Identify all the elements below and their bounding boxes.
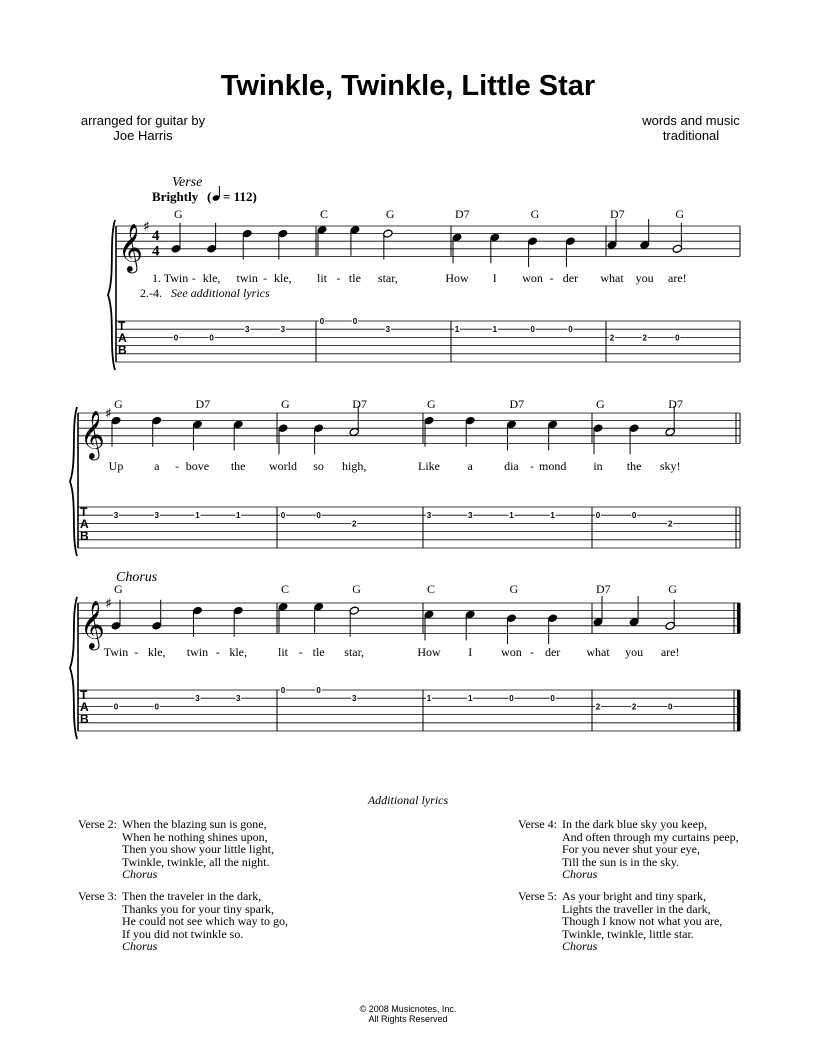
lyric-syllable: tle <box>348 271 361 285</box>
verse-line: Till the sun is in the sky. <box>562 854 680 869</box>
verse-chorus-cue: Chorus <box>562 939 598 953</box>
lyric-hyphen: - <box>530 459 535 473</box>
tempo-paren: ( <box>207 189 212 204</box>
lyric-syllable: in <box>593 459 603 473</box>
lyric-hyphen: - <box>336 271 341 285</box>
tab-clef-letter: B <box>118 343 127 357</box>
lyric-syllable: world <box>269 459 297 473</box>
tab-clef-letter: B <box>80 529 89 543</box>
tab-fret-number: 1 <box>550 511 555 521</box>
system-brace <box>108 220 115 370</box>
tab-clef-letter: A <box>80 517 89 531</box>
verse-lines <box>562 818 739 881</box>
tempo-marking: Brightly <box>152 189 199 204</box>
tab-clef-letter: B <box>80 712 89 726</box>
key-signature-sharp-icon: ♯ <box>105 406 112 422</box>
lyric-syllable: so <box>313 459 324 473</box>
tab-fret-number: 3 <box>426 511 432 521</box>
verse-label: Verse 4: <box>518 817 557 831</box>
lyric-syllable: the <box>626 459 642 473</box>
chord-symbol: D7 <box>455 207 470 221</box>
copyright-footer <box>0 1004 816 1024</box>
verse-label: Verse 2: <box>78 817 117 831</box>
tab-fret-number: 1 <box>492 325 498 335</box>
lyric-syllable: I <box>492 271 497 285</box>
time-signature-bottom: 4 <box>152 243 160 260</box>
lyric-syllable: you <box>635 271 654 285</box>
tab-fret-number: 3 <box>235 694 241 704</box>
tab-fret-number: 1 <box>467 694 473 704</box>
tab-fret-number: 0 <box>631 511 637 521</box>
see-additional-lyrics: See additional lyrics <box>171 286 270 300</box>
lyric-syllable: sky! <box>659 459 681 473</box>
tab-fret-number: 1 <box>195 511 200 521</box>
verse-label: Verse 5: <box>518 889 557 903</box>
verse-line: And often through my curtains peep, <box>562 829 739 844</box>
tab-clef-letter: A <box>118 331 127 345</box>
chord-symbol: G <box>174 207 183 221</box>
lyric-syllable: are! <box>668 271 687 285</box>
tab-fret-number: 2 <box>595 702 601 712</box>
tab-clef-letter: T <box>118 319 126 333</box>
tab-fret-number: 2 <box>667 519 673 529</box>
verse-line: He could not see which way to go, <box>122 914 288 928</box>
treble-clef-icon: 𝄞 <box>80 409 105 459</box>
verse-lines <box>562 890 722 953</box>
verse-line: Though I know not what you are, <box>562 914 723 928</box>
verse-line: If you did not twinkle so. <box>122 926 244 941</box>
lyric-hyphen: - <box>134 645 139 659</box>
tab-fret-number: 2 <box>642 333 647 343</box>
verse-line: For you never shut your eye, <box>562 842 700 856</box>
lyric-syllable: kle, <box>273 271 292 285</box>
verse-line: Twinkle, twinkle, all the night. <box>122 854 270 869</box>
tab-fret-number: 0 <box>316 686 321 695</box>
lyric-hyphen: - <box>263 271 268 285</box>
tab-fret-number: 0 <box>568 325 573 335</box>
additional-lyrics-title: Additional lyrics <box>367 793 449 807</box>
lyric-syllable: How <box>445 271 469 285</box>
lyric-syllable: tle <box>312 645 325 659</box>
tab-fret-number: 3 <box>385 325 391 335</box>
tab-fret-number: 0 <box>209 333 214 343</box>
verse-chorus-cue: Chorus <box>562 867 598 881</box>
tab-fret-number: 3 <box>113 511 119 521</box>
system-brace <box>70 407 77 556</box>
tab-fret-number: 3 <box>351 694 357 704</box>
tab-fret-number: 0 <box>173 333 179 343</box>
system-brace <box>70 597 77 739</box>
lyric-syllable: dia <box>504 459 519 473</box>
lyric-syllable: How <box>417 645 441 659</box>
chord-symbol: G <box>114 582 123 596</box>
arranger-name: Joe Harris <box>113 128 173 143</box>
tab-fret-number: 2 <box>351 519 357 529</box>
lyric-syllable: star, <box>377 271 398 285</box>
tab-fret-number: 3 <box>467 511 473 521</box>
lyric-syllable: I <box>468 645 473 659</box>
chord-symbol: D7 <box>596 582 611 596</box>
verse-line: In the dark blue sky you keep, <box>562 817 707 831</box>
verse-line: Twinkle, twinkle, little star. <box>562 926 694 941</box>
lyric-syllable: lit <box>316 271 328 285</box>
tab-fret-number: 3 <box>244 325 250 335</box>
system-3 <box>70 570 741 739</box>
copyright-text: © 2008 Musicnotes, Inc. <box>359 1004 457 1014</box>
lyric-syllable: twin <box>236 271 258 285</box>
lyric-hyphen: - <box>215 645 220 659</box>
verse-chorus-cue: Chorus <box>122 867 158 881</box>
arranged-for-label: arranged for guitar by <box>80 113 206 128</box>
lyric-syllable: bove <box>185 459 210 473</box>
lyric-syllable: won <box>501 645 522 659</box>
lyric-syllable: lit <box>277 645 289 659</box>
tab-fret-number: 0 <box>319 317 325 326</box>
verse-lines <box>122 890 288 953</box>
lyric-hyphen: - <box>530 645 535 659</box>
lyric-syllable: Like <box>418 459 440 473</box>
tab-fret-number: 0 <box>280 511 286 521</box>
tab-fret-number: 0 <box>595 511 601 521</box>
tab-fret-number: 0 <box>675 333 680 343</box>
lyric-syllable: the <box>230 459 246 473</box>
tab-fret-number: 1 <box>426 694 432 704</box>
tab-fret-number: 0 <box>509 694 514 704</box>
chord-symbol: D7 <box>610 207 625 221</box>
tab-fret-number: 0 <box>280 686 286 695</box>
rights-text: All Rights Reserved <box>368 1014 448 1024</box>
lyric-syllable: what <box>600 271 624 285</box>
key-signature-sharp-icon: ♯ <box>143 219 150 235</box>
chord-symbol: C <box>281 582 290 596</box>
chord-symbol: G <box>509 582 519 596</box>
tab-fret-number: 2 <box>631 702 637 712</box>
lyric-syllable: der <box>544 645 561 659</box>
composer-name: traditional <box>662 128 720 143</box>
chord-symbol: D7 <box>668 397 683 411</box>
chord-symbol: G <box>675 207 685 221</box>
verse-line: Thanks you for your tiny spark, <box>122 901 274 916</box>
lyric-syllable: you <box>625 645 644 659</box>
treble-clef-icon: 𝄞 <box>118 222 143 272</box>
lyric-syllable: what <box>586 645 610 659</box>
tab-clef-letter: T <box>80 688 88 702</box>
lyric-syllable: mond <box>538 459 567 473</box>
verse-label: Verse 3: <box>78 889 117 903</box>
lyric-hyphen: - <box>175 459 180 473</box>
chord-symbol: G <box>427 397 436 411</box>
lyric-hyphen: - <box>191 271 196 285</box>
lyric-syllable: twin <box>186 645 209 659</box>
lyric-syllable: der <box>562 271 579 285</box>
treble-clef-icon: 𝄞 <box>80 599 105 649</box>
system-1 <box>108 207 740 370</box>
chord-symbol: C <box>427 582 436 596</box>
words-and-music-label: words and music <box>642 113 740 128</box>
chord-symbol: D7 <box>195 397 211 411</box>
lyric-syllable: kle, <box>229 645 248 659</box>
verse-lines <box>122 818 274 881</box>
chord-symbol: G <box>668 582 677 596</box>
verse-line: When the blazing sun is gone, <box>122 817 267 831</box>
lyric-syllable: are! <box>660 645 680 659</box>
tab-fret-number: 1 <box>454 325 460 335</box>
verse-line: Lights the traveller in the dark, <box>562 901 711 916</box>
tab-fret-number: 3 <box>154 511 159 521</box>
verse-line: Then you show your little light, <box>122 842 274 856</box>
lyric-syllable: high, <box>342 459 367 473</box>
section-label-chorus: Chorus <box>116 570 158 585</box>
chord-symbol: D7 <box>352 397 367 411</box>
lyric-syllable: won <box>522 271 543 285</box>
time-signature-top: 4 <box>152 228 160 245</box>
chord-symbol: G <box>385 207 395 221</box>
lyric-syllable: kle, <box>202 271 221 285</box>
chord-symbol: C <box>320 207 329 221</box>
tab-fret-number: 1 <box>509 511 514 521</box>
tab-fret-number: 3 <box>195 694 200 704</box>
chord-symbol: G <box>530 207 540 221</box>
lyric-syllable: a <box>154 459 160 473</box>
tab-fret-number: 0 <box>530 325 535 335</box>
verse-line: As your bright and tiny spark, <box>562 889 706 903</box>
lyric-hyphen: - <box>549 271 554 285</box>
verse-line: When he nothing shines upon, <box>122 829 268 844</box>
final-barline-thick <box>737 690 741 731</box>
tab-fret-number: 0 <box>667 702 673 712</box>
verse-number-2-4: 2.-4. <box>140 286 162 300</box>
tab-clef-letter: A <box>80 700 89 714</box>
verse-line: Then the traveler in the dark, <box>122 889 262 903</box>
lyric-syllable: Twin <box>163 271 189 285</box>
lyric-syllable: Up <box>108 459 124 473</box>
chord-symbol: G <box>281 397 290 411</box>
tab-fret-number: 1 <box>235 511 241 521</box>
verse-chorus-cue: Chorus <box>122 939 158 953</box>
section-label-verse: Verse <box>172 175 203 190</box>
song-title: Twinkle, Twinkle, Little Star <box>220 70 596 102</box>
tab-fret-number: 2 <box>609 333 615 343</box>
tab-fret-number: 3 <box>280 325 286 335</box>
final-barline-thick <box>737 603 741 633</box>
tab-clef-letter: T <box>80 505 88 519</box>
chord-symbol: G <box>114 397 123 411</box>
tab-fret-number: 0 <box>154 702 159 712</box>
lyric-syllable: kle, <box>147 645 166 659</box>
tempo-bpm: = 112) <box>223 189 257 204</box>
chord-symbol: D7 <box>509 397 525 411</box>
lyric-syllable: star, <box>344 645 365 659</box>
system-2 <box>70 397 740 556</box>
tab-fret-number: 0 <box>113 702 119 712</box>
tab-fret-number: 0 <box>316 511 321 521</box>
tab-fret-number: 0 <box>352 317 358 326</box>
key-signature-sharp-icon: ♯ <box>105 596 112 612</box>
verse-number-1: 1. <box>152 271 161 285</box>
lyric-syllable: a <box>467 459 473 473</box>
tab-fret-number: 0 <box>550 694 555 704</box>
chord-symbol: G <box>352 582 361 596</box>
lyric-hyphen: - <box>298 645 303 659</box>
chord-symbol: G <box>596 397 605 411</box>
lyric-syllable: Twin <box>103 645 129 659</box>
